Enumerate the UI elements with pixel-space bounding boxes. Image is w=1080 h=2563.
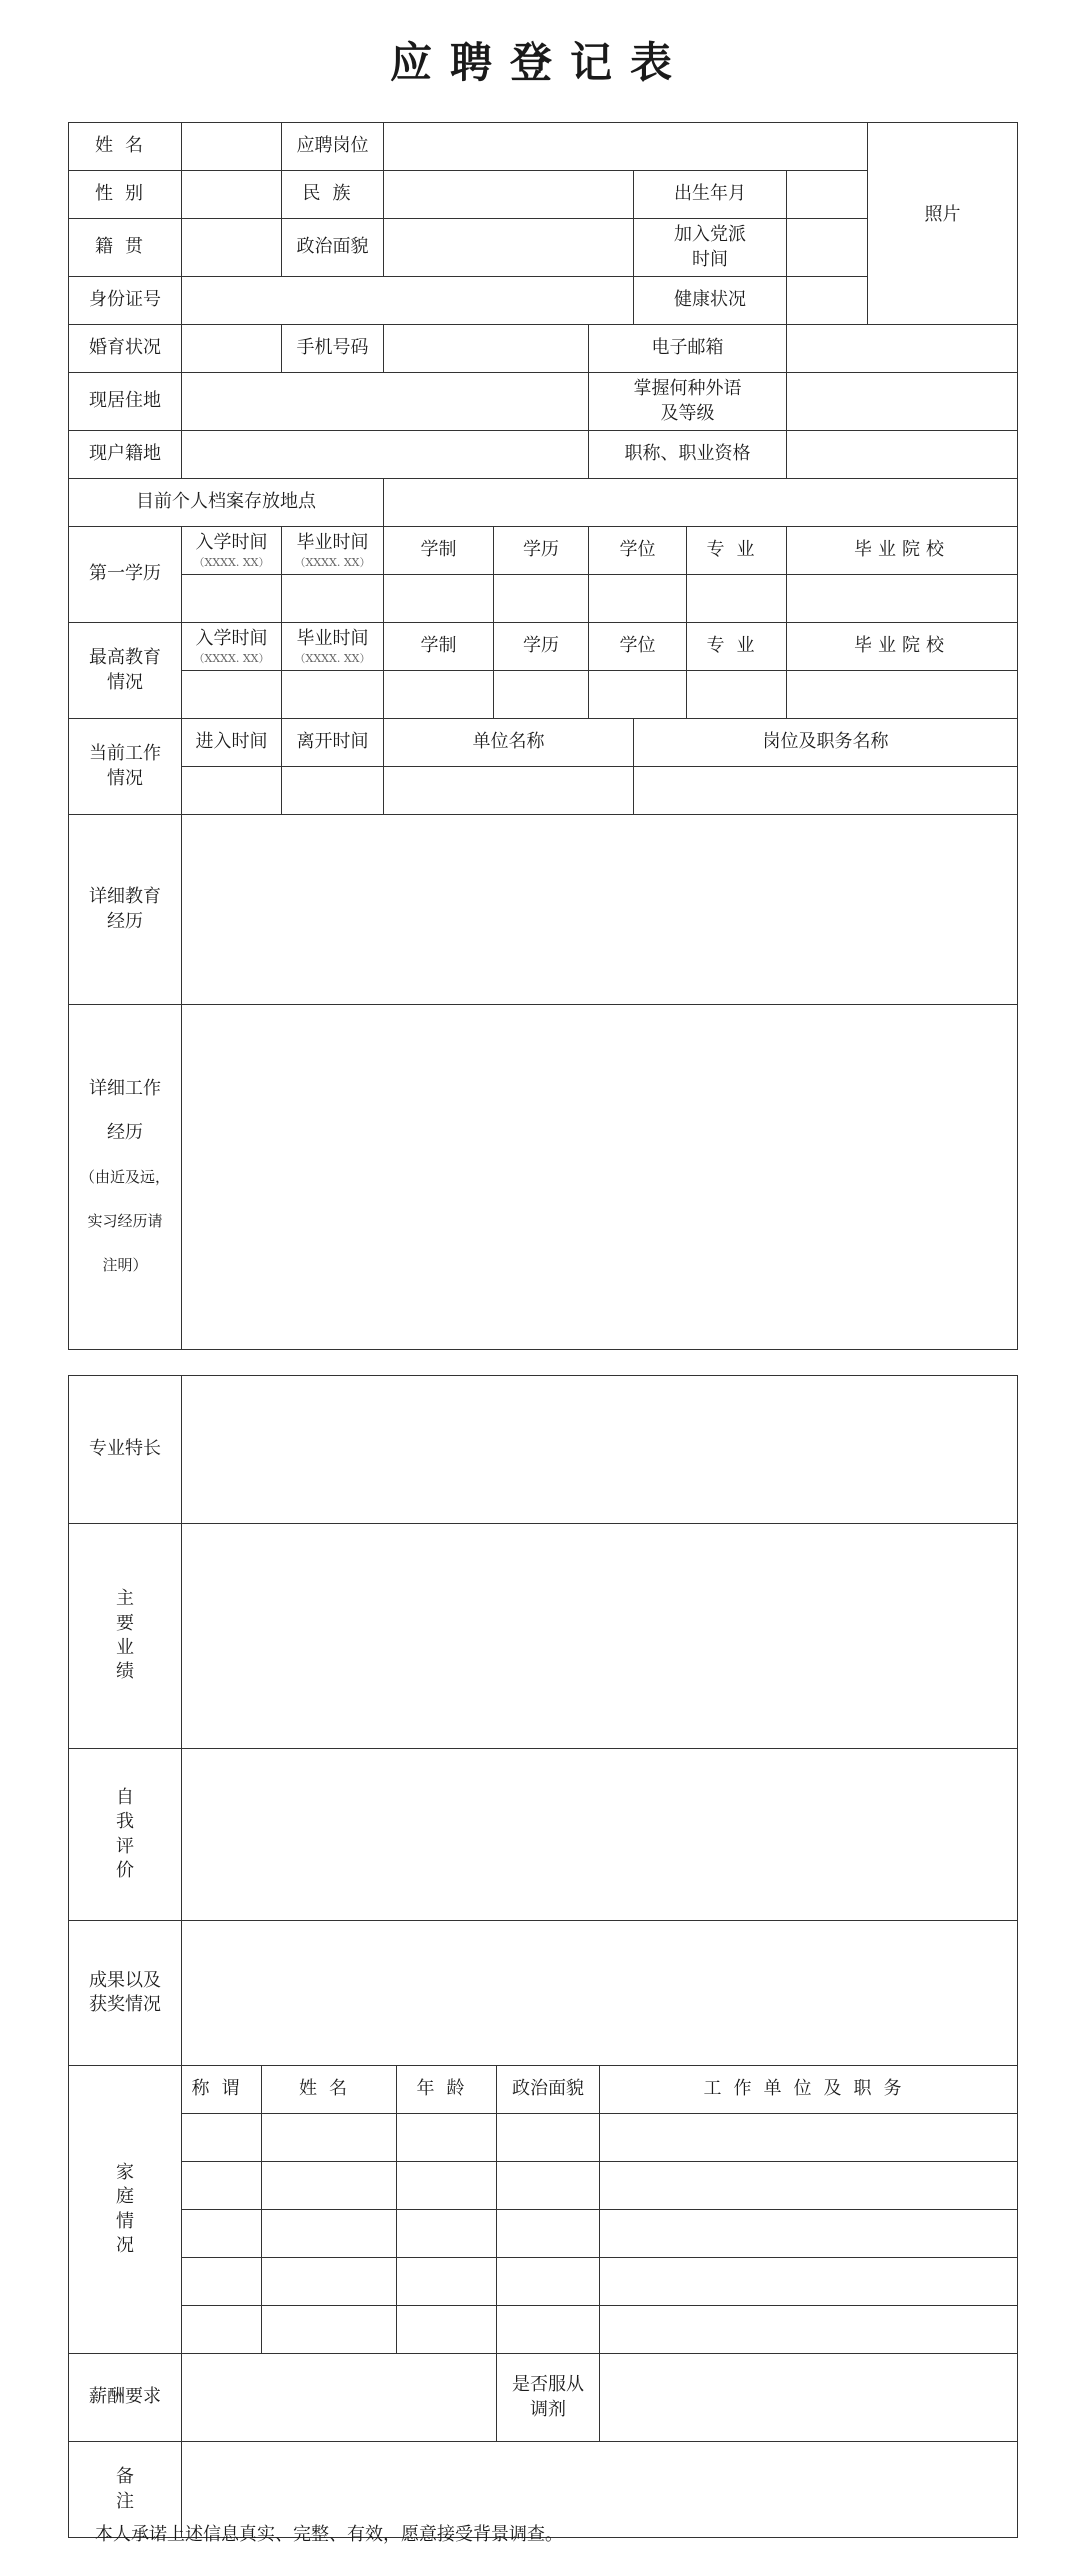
field-first-academic[interactable] (589, 575, 687, 623)
pledge-statement: 本人承诺上述信息真实、完整、有效，愿意接受背景调查。 (95, 2524, 563, 2545)
photo-box[interactable] (868, 123, 1018, 325)
field-first-enroll[interactable] (182, 575, 282, 623)
family-cell[interactable] (397, 2258, 497, 2306)
label-obey-adjustment: 是否服从 调剂 (497, 2354, 600, 2442)
label-family: 家 庭 情 况 (69, 2066, 182, 2354)
header-enter-time: 进入时间 (182, 719, 282, 767)
field-highest-system[interactable] (384, 671, 494, 719)
label-title-qualification: 职称、职业资格 (589, 431, 787, 479)
label-awards: 成果以及 获奖情况 (69, 1921, 182, 2066)
label-origin: 籍贯 (69, 219, 182, 277)
family-cell[interactable] (497, 2258, 600, 2306)
field-origin[interactable] (182, 219, 282, 277)
field-highest-degree[interactable] (494, 671, 589, 719)
family-cell[interactable] (182, 2210, 262, 2258)
label-archive-location: 目前个人档案存放地点 (69, 479, 384, 527)
field-highest-school[interactable] (787, 671, 1018, 719)
label-ethnicity: 民族 (282, 171, 384, 219)
field-highest-grad[interactable] (282, 671, 384, 719)
field-marital[interactable] (182, 325, 282, 373)
label-salary: 薪酬要求 (69, 2354, 182, 2442)
family-cell[interactable] (182, 2306, 262, 2354)
field-specialty[interactable] (182, 1376, 1018, 1524)
header-family-work: 工作单位及职务 (600, 2066, 1018, 2114)
header-school: 毕业院校 (787, 527, 1018, 575)
field-leave-time[interactable] (282, 767, 384, 815)
header-enroll-time: 入学时间 （XXXX. XX） (182, 527, 282, 575)
header-school-2: 毕业院校 (787, 623, 1018, 671)
header-academic-degree-2: 学位 (589, 623, 687, 671)
field-first-school[interactable] (787, 575, 1018, 623)
family-cell[interactable] (600, 2258, 1018, 2306)
family-cell[interactable] (497, 2114, 600, 2162)
label-achievements: 主 要 业 绩 (69, 1524, 182, 1749)
field-phone[interactable] (384, 325, 589, 373)
family-cell[interactable] (182, 2258, 262, 2306)
family-cell[interactable] (600, 2306, 1018, 2354)
label-languages: 掌握何种外语 及等级 (589, 373, 787, 431)
header-company: 单位名称 (384, 719, 634, 767)
label-marital: 婚育状况 (69, 325, 182, 373)
header-family-name: 姓名 (262, 2066, 397, 2114)
family-cell[interactable] (600, 2210, 1018, 2258)
label-gender: 性别 (69, 171, 182, 219)
header-position-title: 岗位及职务名称 (634, 719, 1018, 767)
header-degree: 学历 (494, 527, 589, 575)
field-archive-location[interactable] (384, 479, 1018, 527)
label-household: 现户籍地 (69, 431, 182, 479)
field-self-evaluation[interactable] (182, 1749, 1018, 1921)
header-academic-degree: 学位 (589, 527, 687, 575)
header-age: 年龄 (397, 2066, 497, 2114)
field-email[interactable] (787, 325, 1018, 373)
label-highest-education: 最高教育 情况 (69, 623, 182, 719)
header-family-political: 政治面貌 (497, 2066, 600, 2114)
label-first-degree: 第一学历 (69, 527, 182, 623)
family-cell[interactable] (600, 2162, 1018, 2210)
label-residence: 现居住地 (69, 373, 182, 431)
family-cell[interactable] (262, 2162, 397, 2210)
family-cell[interactable] (397, 2306, 497, 2354)
field-residence[interactable] (182, 373, 589, 431)
family-cell[interactable] (397, 2162, 497, 2210)
field-highest-enroll[interactable] (182, 671, 282, 719)
header-grad-time: 毕业时间 （XXXX. XX） (282, 527, 384, 575)
field-household[interactable] (182, 431, 589, 479)
family-cell[interactable] (497, 2210, 600, 2258)
family-cell[interactable] (600, 2114, 1018, 2162)
label-photo: 照片 (924, 204, 961, 225)
field-id-number[interactable] (182, 277, 634, 325)
header-system: 学制 (384, 527, 494, 575)
field-name[interactable] (182, 123, 282, 171)
field-highest-academic[interactable] (589, 671, 687, 719)
field-first-major[interactable] (687, 575, 787, 623)
field-company[interactable] (384, 767, 634, 815)
field-enter-time[interactable] (182, 767, 282, 815)
field-first-degree[interactable] (494, 575, 589, 623)
page-title: 应聘登记表 (389, 38, 690, 87)
label-current-work: 当前工作 情况 (69, 719, 182, 815)
field-health[interactable] (787, 277, 868, 325)
family-cell[interactable] (262, 2210, 397, 2258)
header-enroll-time-2: 入学时间 （XXXX. XX） (182, 623, 282, 671)
field-first-grad[interactable] (282, 575, 384, 623)
label-phone: 手机号码 (282, 325, 384, 373)
field-detailed-education[interactable] (182, 815, 1018, 1005)
header-system-2: 学制 (384, 623, 494, 671)
header-leave-time: 离开时间 (282, 719, 384, 767)
label-position: 应聘岗位 (282, 123, 384, 171)
field-languages[interactable] (787, 373, 1018, 431)
registration-table-main (68, 122, 1018, 1350)
family-cell[interactable] (497, 2306, 600, 2354)
field-salary[interactable] (182, 2354, 497, 2442)
header-major-2: 专业 (687, 623, 787, 671)
label-party-join: 加入党派 时间 (634, 219, 787, 277)
field-ethnicity[interactable] (384, 171, 634, 219)
field-achievements[interactable] (182, 1524, 1018, 1749)
family-cell[interactable] (182, 2162, 262, 2210)
label-name: 姓名 (69, 123, 182, 171)
label-health: 健康状况 (634, 277, 787, 325)
family-cell[interactable] (262, 2114, 397, 2162)
field-party-join[interactable] (787, 219, 868, 277)
label-detailed-education: 详细教育 经历 (69, 815, 182, 1005)
label-detailed-work: 详细工作 经历 （由近及远， 实习经历请 注明） (69, 1005, 182, 1350)
label-remarks: 备 注 (69, 2442, 182, 2538)
family-cell[interactable] (397, 2210, 497, 2258)
field-gender[interactable] (182, 171, 282, 219)
family-cell[interactable] (182, 2114, 262, 2162)
family-cell[interactable] (497, 2162, 600, 2210)
family-cell[interactable] (262, 2258, 397, 2306)
label-self-evaluation: 自 我 评 价 (69, 1749, 182, 1921)
field-title-qualification[interactable] (787, 431, 1018, 479)
field-detailed-work[interactable] (182, 1005, 1018, 1350)
field-position-title[interactable] (634, 767, 1018, 815)
label-specialty: 专业特长 (69, 1376, 182, 1524)
field-first-system[interactable] (384, 575, 494, 623)
family-cell[interactable] (262, 2306, 397, 2354)
label-political: 政治面貌 (282, 219, 384, 277)
label-id-number: 身份证号 (69, 277, 182, 325)
header-grad-time-2: 毕业时间 （XXXX. XX） (282, 623, 384, 671)
field-awards[interactable] (182, 1921, 1018, 2066)
registration-table-secondary (68, 1375, 1018, 2538)
family-cell[interactable] (397, 2114, 497, 2162)
field-obey-adjustment[interactable] (600, 2354, 1018, 2442)
header-relation: 称谓 (182, 2066, 262, 2114)
label-birth: 出生年月 (634, 171, 787, 219)
label-email: 电子邮箱 (589, 325, 787, 373)
header-degree-2: 学历 (494, 623, 589, 671)
header-major: 专业 (687, 527, 787, 575)
field-political[interactable] (384, 219, 634, 277)
field-position[interactable] (384, 123, 868, 171)
field-highest-major[interactable] (687, 671, 787, 719)
field-birth[interactable] (787, 171, 868, 219)
